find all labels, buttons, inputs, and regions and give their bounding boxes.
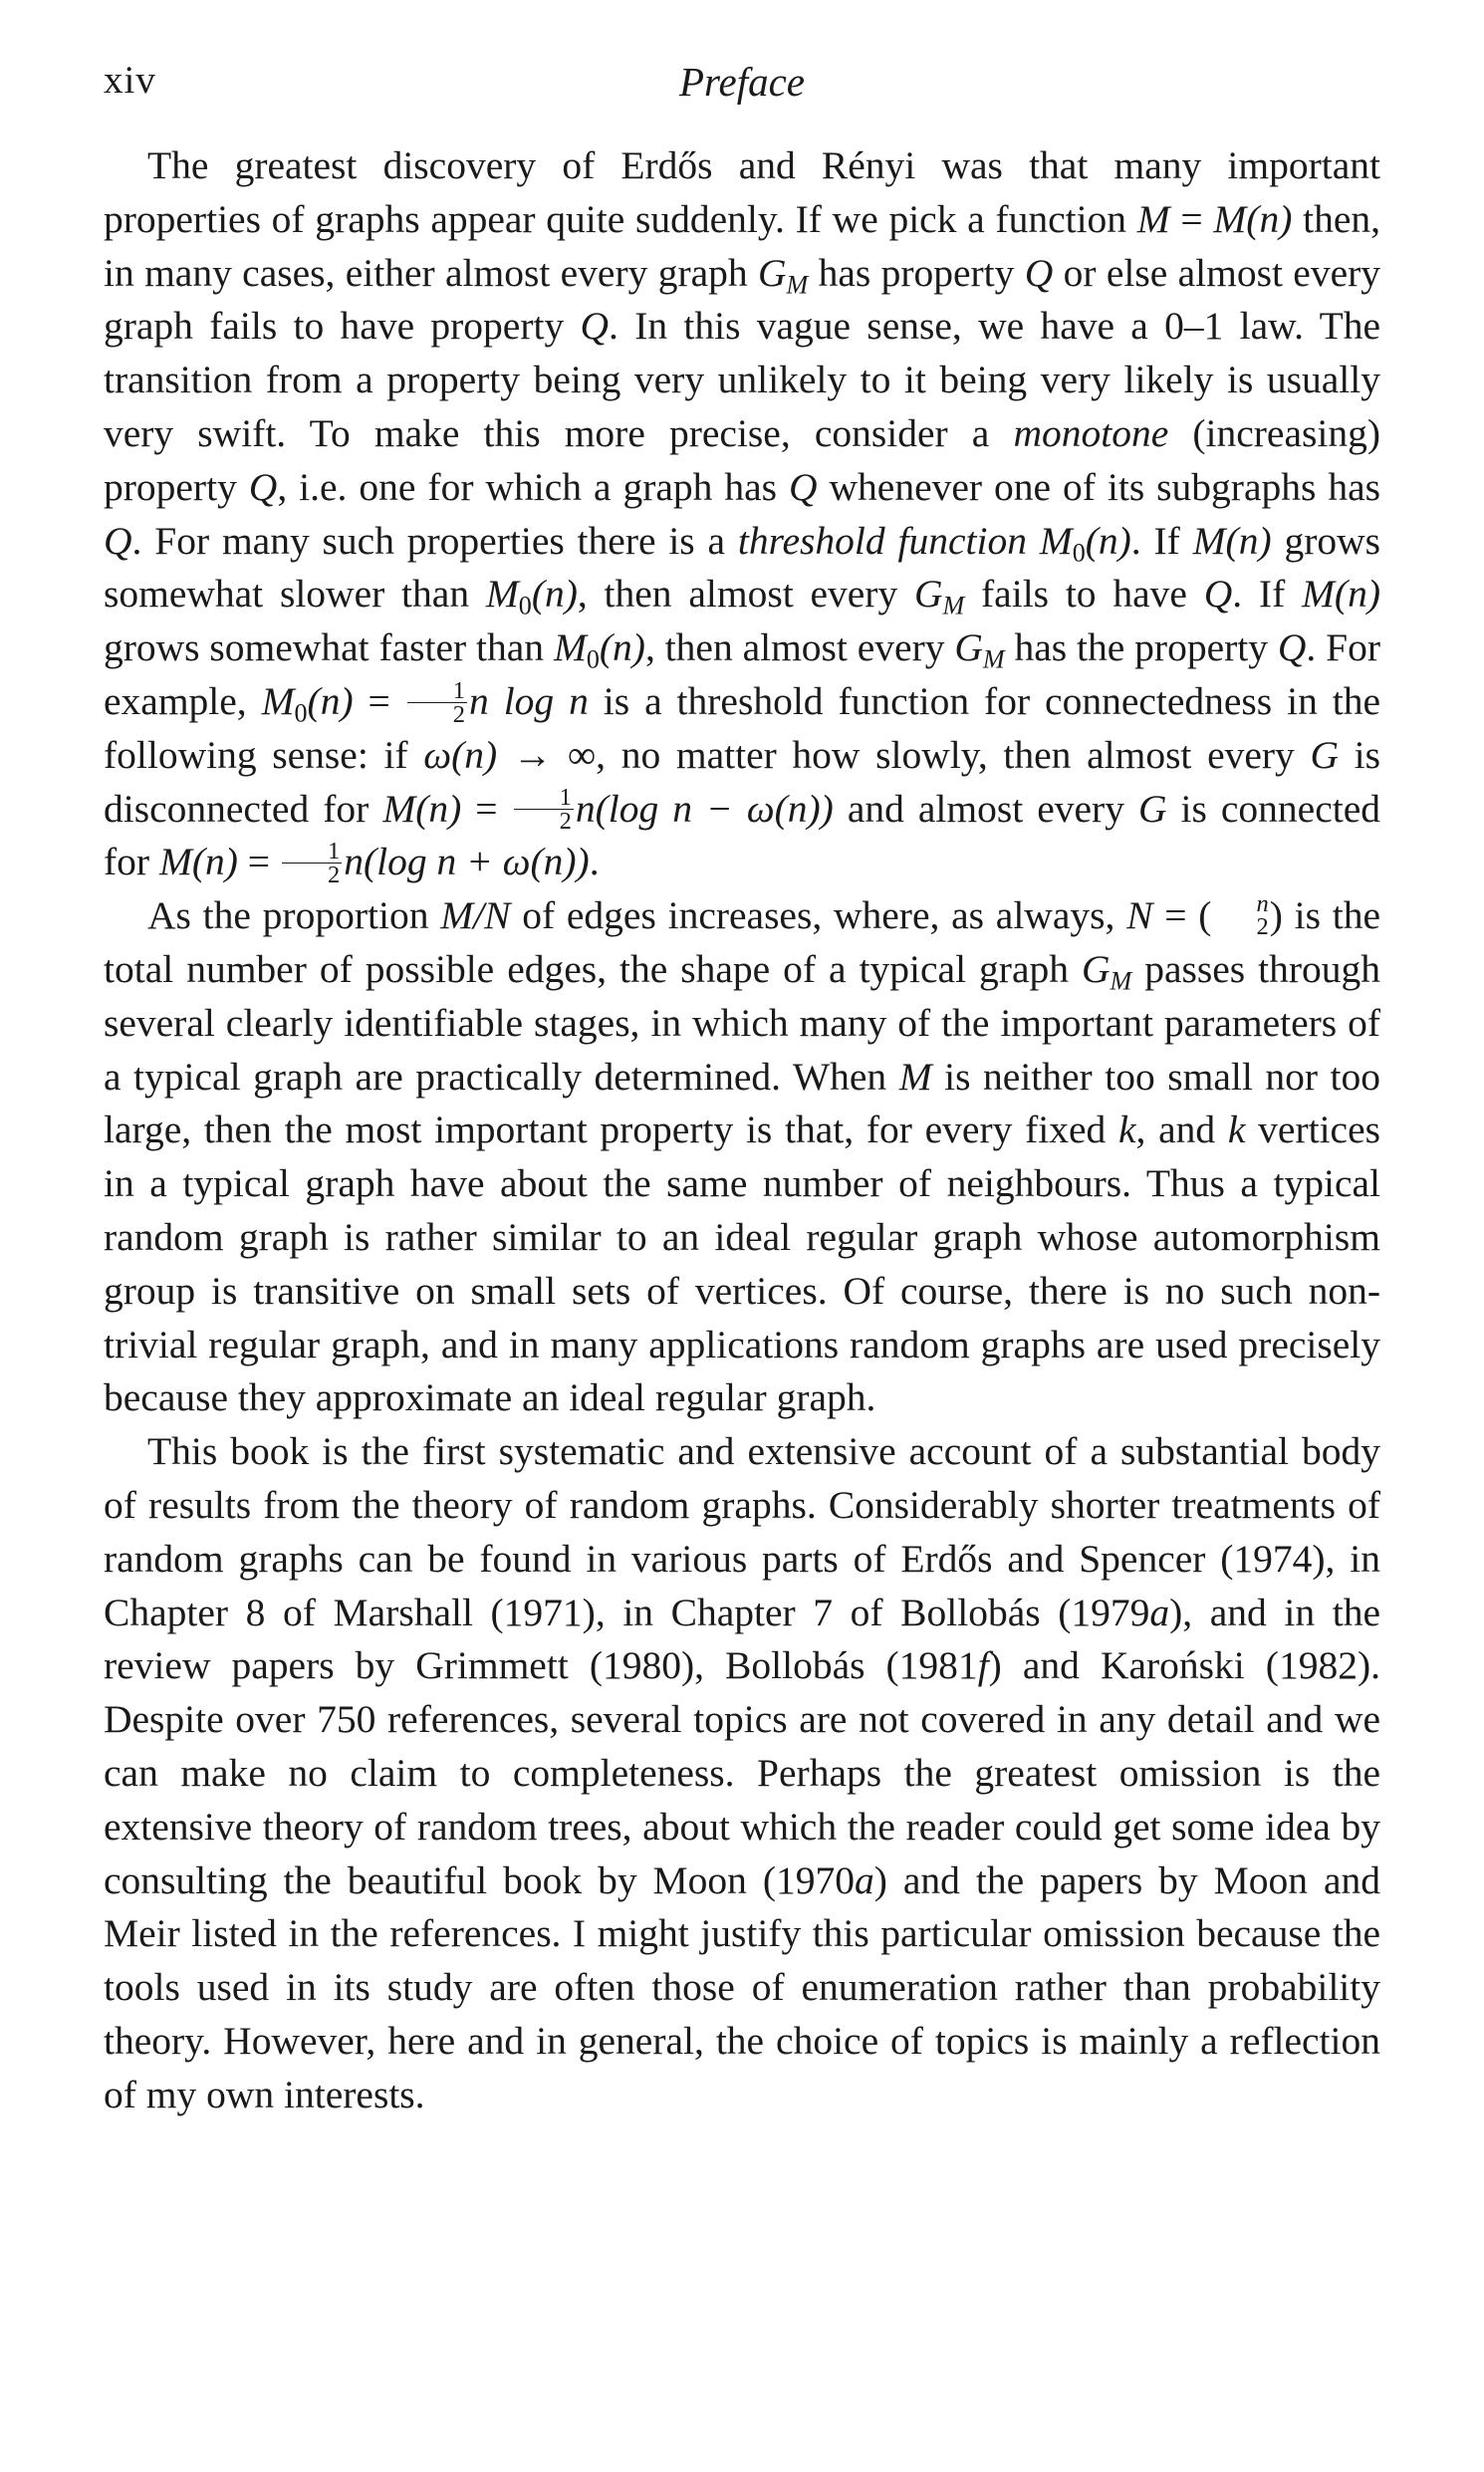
- text-span: is connected for: [104, 786, 1381, 884]
- text-span: ) and Karoński (1982). Despite over 750 references, several topics are not covered in any detail and we can make no claim to completeness. Perhaps the greatest omission is the extensive theory of random trees, about which the reader could get some idea by consulting the beautiful book by Moon (1970: [104, 1643, 1380, 1902]
- math-var: Q: [104, 518, 132, 563]
- text-span: . For many such properties there is a: [131, 518, 738, 563]
- math-subscript: 0: [1072, 537, 1086, 567]
- math-subscript: M: [1110, 966, 1132, 996]
- text-span: has the property: [1004, 625, 1278, 670]
- text-span: [1027, 519, 1040, 563]
- math-expr: (n): [599, 625, 645, 670]
- math-var: Q: [789, 464, 818, 509]
- citation-suffix: a: [1149, 1590, 1170, 1634]
- math-var: G: [1310, 732, 1339, 777]
- math-expr: n(log n − ω(n)): [575, 786, 834, 831]
- text-span: is neither too small nor too large, then the most important property is that, for every fixed: [104, 1054, 1380, 1152]
- fraction-half: [514, 786, 574, 834]
- math-expr: n(log n + ω(n)): [344, 840, 590, 884]
- text-span: , and: [1135, 1108, 1228, 1152]
- paragraph-2: [104, 889, 1380, 1425]
- math-expr: M(n): [1302, 572, 1380, 617]
- fraction-numerator: 1: [282, 840, 342, 864]
- text-span: . If: [1130, 518, 1193, 563]
- text-span: ), and in the review papers by Grimmett (1980), Bollobás (1981: [104, 1590, 1380, 1688]
- text-span: . In this vague sense, we have a 0–1 law. The transition from a property being very unlikely to it being very likely is usually very swift. To make this more precise, consider a: [104, 304, 1381, 455]
- math-var: Q: [1277, 625, 1307, 670]
- math-expr: M(n): [1192, 518, 1272, 563]
- text-span: =: [1169, 196, 1214, 241]
- binomial-top: n: [1256, 890, 1269, 917]
- math-expr: M/N: [440, 893, 511, 938]
- math-subscript: M: [786, 269, 809, 299]
- math-subscript: 0: [294, 698, 308, 728]
- math-var: M: [1039, 518, 1073, 563]
- text-span: fails to have: [964, 572, 1204, 617]
- math-var: Q: [1024, 250, 1054, 295]
- fraction-numerator: 1: [407, 679, 467, 703]
- text-span: The greatest discovery of Erdős and Rényi was that many important properties of graphs appear quite suddenly. If we pick a function: [104, 143, 1380, 241]
- text-span: =: [237, 840, 280, 884]
- math-expr: n log n: [469, 678, 589, 723]
- page-number: xiv: [104, 59, 156, 102]
- math-expr: (n): [531, 572, 578, 617]
- text-span: or else almost every graph fails to have property: [104, 250, 1381, 349]
- preface-body: [104, 139, 1380, 2121]
- text-span: , i.e. one for which a graph has: [277, 464, 789, 509]
- math-var: M: [898, 1054, 932, 1099]
- math-var: k: [1227, 1108, 1246, 1152]
- math-expr: M(n): [158, 840, 238, 884]
- text-span: =: [353, 678, 405, 723]
- math-var: G: [1137, 786, 1167, 831]
- math-expr: M(n): [382, 786, 462, 831]
- math-var: M: [553, 625, 587, 670]
- emphasis-text: monotone: [1013, 410, 1169, 455]
- text-span: (increasing) property: [104, 410, 1380, 509]
- text-span: whenever one of its subgraphs has: [817, 464, 1380, 509]
- math-var: Q: [248, 464, 278, 509]
- math-subscript: 0: [518, 591, 532, 620]
- fraction-denominator: 2: [452, 700, 466, 728]
- text-span: vertices in a typical graph have about the same number of neighbours. Thus a typical random graph is rather similar to an ideal regular graph whose automorphism group is transitive on small sets of vertices. Of course, there is no such non-trivial regular graph, and in many applications random graphs are used precisely because they approximate an ideal regular graph.: [104, 1108, 1380, 1420]
- binomial-bottom: 2: [1256, 913, 1269, 941]
- math-expr: (n): [307, 678, 354, 723]
- text-span: of edges increases, where, as always,: [510, 893, 1127, 938]
- text-span: → ∞, no matter how slowly, then almost every: [497, 732, 1311, 777]
- text-span: . For example,: [104, 625, 1381, 723]
- fraction-half: [407, 676, 467, 728]
- math-var: N: [1126, 893, 1153, 938]
- text-span: .: [589, 840, 600, 884]
- citation-suffix: a: [855, 1857, 874, 1902]
- text-span: has property: [808, 250, 1025, 295]
- math-subscript: M: [942, 591, 965, 620]
- text-span: is a threshold function for connectedness in the following sense: if: [104, 678, 1381, 777]
- math-var: M: [1136, 196, 1170, 241]
- math-var: k: [1117, 1108, 1136, 1152]
- math-expr: ω(n): [423, 732, 498, 777]
- paragraph-1: [104, 139, 1380, 889]
- math-var: G: [1081, 946, 1111, 991]
- math-subscript: M: [982, 644, 1005, 674]
- text-span: grows somewhat faster than: [104, 625, 554, 670]
- emphasis-text: threshold function: [737, 518, 1027, 563]
- text-span: = (: [1152, 893, 1212, 938]
- text-span: grows somewhat slower than: [104, 518, 1381, 617]
- running-head: [104, 58, 1380, 118]
- math-var: G: [758, 250, 787, 295]
- text-span: =: [461, 786, 512, 831]
- math-expr: M(n): [1213, 196, 1293, 241]
- text-span: , then almost every: [644, 625, 955, 670]
- math-subscript: 0: [586, 644, 600, 674]
- math-var: Q: [580, 304, 610, 349]
- math-var: G: [954, 625, 983, 670]
- citation-suffix: f: [977, 1643, 989, 1688]
- text-span: ) is the total number of possible edges, the shape of a typical graph: [104, 893, 1380, 991]
- binomial-coefficient: [1211, 890, 1269, 941]
- text-span: As the proportion: [147, 893, 441, 938]
- math-expr: (n): [1085, 518, 1131, 563]
- math-var: Q: [1203, 572, 1233, 617]
- text-span: This book is the first systematic and extensive account of a substantial body of results from the theory of random graphs. Considerably shorter treatments of random graphs can be found in various parts of Erdős and Spencer (1974), in Chapter 8 of Marshall (1971), in Chapter 7 of Bollobás (1979: [104, 1429, 1380, 1634]
- fraction-half: [282, 837, 342, 889]
- text-span: , then almost every: [577, 572, 914, 617]
- math-var: G: [913, 572, 943, 617]
- text-span: ) and the papers by Moon and Meir listed in the references. I might justify this particular omission because the tools used in its study are often those of enumeration rather than probability theory. However, here and in general, the choice of topics is mainly a reflection of my own interests.: [104, 1857, 1380, 2116]
- math-var: M: [485, 572, 519, 617]
- text-span: is disconnected for: [104, 732, 1380, 831]
- fraction-denominator: 2: [327, 862, 341, 889]
- text-span: then, in many cases, either almost every graph: [104, 196, 1380, 295]
- text-span: passes through several clearly identifiable stages, in which many of the important parameters of a typical graph are practically determined. When: [104, 946, 1381, 1099]
- fraction-numerator: 1: [514, 786, 574, 810]
- fraction-denominator: 2: [559, 808, 572, 836]
- running-title: Preface: [679, 59, 805, 105]
- text-span: and almost every: [833, 786, 1138, 831]
- math-var: M: [261, 678, 295, 723]
- text-span: . If: [1232, 572, 1303, 617]
- paragraph-3: [104, 1425, 1380, 2121]
